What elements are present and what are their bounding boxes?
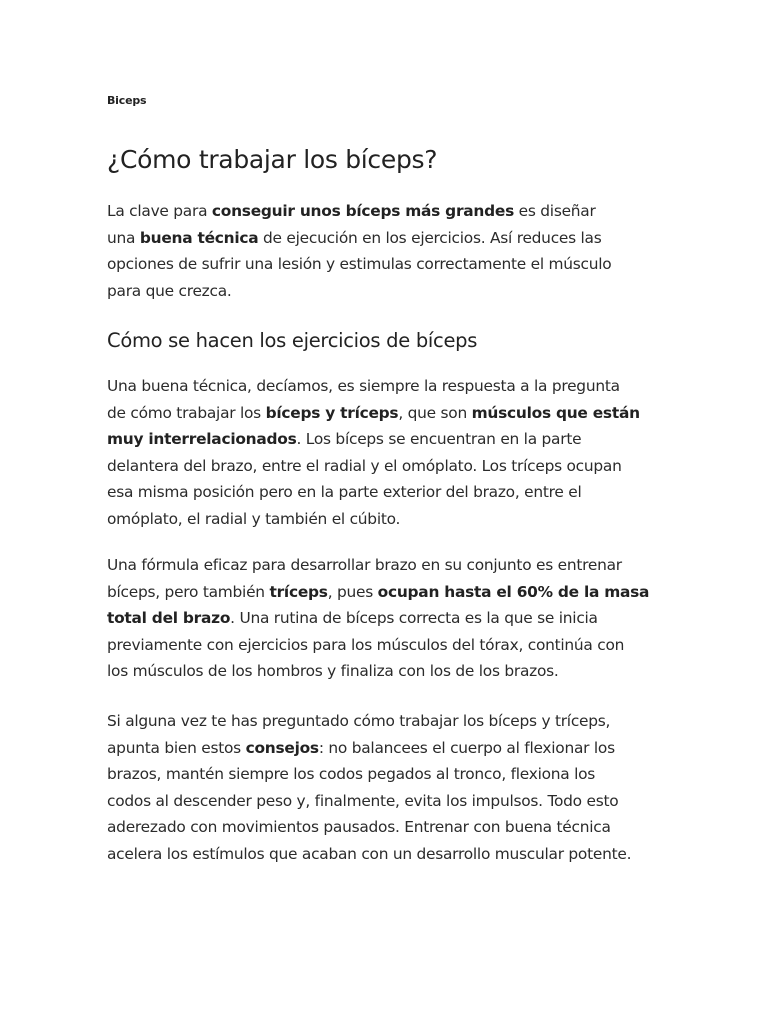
text-run: acelera los estímulos que acaban con un desarrollo muscular potente. bbox=[107, 844, 632, 863]
paragraph-technique bbox=[107, 373, 640, 532]
bold-text: músculos que están bbox=[471, 403, 640, 422]
text-run: bíceps, pero también bbox=[107, 582, 270, 601]
text-run: para que crezca. bbox=[107, 281, 232, 300]
paragraph-line bbox=[107, 400, 640, 427]
paragraph-line bbox=[107, 841, 631, 868]
paragraph-line bbox=[107, 579, 649, 606]
bold-text: tríceps bbox=[269, 582, 328, 601]
section-heading: Cómo se hacen los ejercicios de bíceps bbox=[107, 329, 478, 352]
paragraph-line bbox=[107, 453, 640, 480]
text-run: previamente con ejercicios para los músculos del tórax, continúa con bbox=[107, 635, 625, 654]
category-label: Biceps bbox=[107, 94, 147, 107]
text-run: : no balancees el cuerpo al flexionar los bbox=[318, 738, 615, 757]
paragraph-line bbox=[107, 605, 649, 632]
text-run: es diseñar bbox=[514, 202, 596, 220]
text-run: brazos, mantén siempre los codos pegados al tronco, flexiona los bbox=[107, 765, 596, 783]
paragraph-line bbox=[107, 788, 631, 815]
text-run: una bbox=[107, 228, 140, 247]
text-run: Una buena técnica, decíamos, es siempre la respuesta a la pregunta bbox=[107, 377, 620, 395]
paragraph-line bbox=[107, 225, 611, 252]
paragraph-line bbox=[107, 814, 631, 841]
paragraph-line bbox=[107, 735, 631, 762]
text-run: . Una rutina de bíceps correcta es la que se inicia bbox=[230, 609, 598, 627]
text-run: esa misma posición pero en la parte exterior del brazo, entre el bbox=[107, 483, 582, 501]
bold-text: consejos bbox=[245, 738, 319, 757]
text-run: apunta bien estos bbox=[107, 738, 246, 757]
page-title: ¿Cómo trabajar los bíceps? bbox=[107, 145, 438, 174]
paragraph-formula bbox=[107, 552, 649, 685]
paragraph-line bbox=[107, 761, 631, 788]
text-run: omóplato, el radial y también el cúbito. bbox=[107, 509, 401, 528]
text-run: Una fórmula eficaz para desarrollar brazo en su conjunto es entrenar bbox=[107, 556, 622, 574]
paragraph-line bbox=[107, 251, 611, 278]
text-run: los músculos de los hombros y finaliza con los de los brazos. bbox=[107, 662, 559, 680]
text-run: Si alguna vez te has preguntado cómo trabajar los bíceps y tríceps, bbox=[107, 712, 611, 730]
text-run: La clave para bbox=[107, 202, 212, 220]
bold-text: conseguir unos bíceps más grandes bbox=[211, 202, 514, 220]
paragraph-line bbox=[107, 479, 640, 506]
paragraph-line bbox=[107, 658, 649, 685]
paragraph-line bbox=[107, 506, 640, 533]
bold-text: muy interrelacionados bbox=[107, 430, 297, 448]
text-run: opciones de sufrir una lesión y estimulas correctamente el músculo bbox=[107, 255, 612, 273]
paragraph-line bbox=[107, 373, 640, 400]
bold-text: total del brazo bbox=[107, 609, 231, 627]
paragraph-line bbox=[107, 632, 649, 659]
paragraph-line bbox=[107, 426, 640, 453]
text-run: , pues bbox=[327, 582, 378, 601]
bold-text: buena técnica bbox=[139, 228, 259, 247]
bold-text: bíceps y tríceps bbox=[265, 403, 399, 422]
paragraph-intro bbox=[107, 198, 611, 304]
text-run: . Los bíceps se encuentran en la parte bbox=[296, 430, 582, 448]
text-run: delantera del brazo, entre el radial y el omóplato. Los tríceps ocupan bbox=[107, 456, 622, 475]
paragraph-line bbox=[107, 708, 631, 735]
text-run: codos al descender peso y, finalmente, evita los impulsos. Todo esto bbox=[107, 791, 619, 810]
bold-text: ocupan hasta el 60% de la masa bbox=[377, 582, 650, 601]
paragraph-line bbox=[107, 278, 611, 305]
text-run: de ejecución en los ejercicios. Así reduces las bbox=[258, 228, 602, 247]
text-run: de cómo trabajar los bbox=[107, 403, 266, 422]
paragraph-line bbox=[107, 198, 611, 225]
paragraph-tips bbox=[107, 708, 631, 867]
text-run: aderezado con movimientos pausados. Entrenar con buena técnica bbox=[107, 818, 611, 836]
paragraph-line bbox=[107, 552, 649, 579]
text-run: , que son bbox=[398, 403, 472, 422]
